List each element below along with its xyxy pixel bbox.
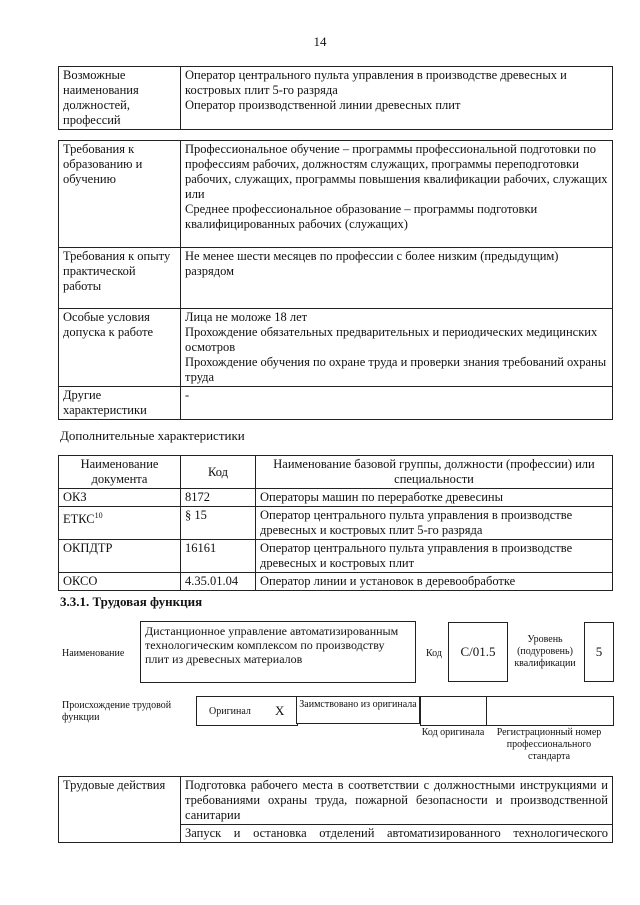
table-row xyxy=(59,507,613,540)
original-mark: X xyxy=(275,703,285,718)
name-cell: Оператор центрального пульта управления в производстве древесных и костровых плит xyxy=(256,540,613,573)
requirement-values xyxy=(181,141,613,248)
positions-table xyxy=(58,66,613,130)
code-cell: 4.35.01.04 xyxy=(181,573,256,591)
requirement-line: - xyxy=(185,388,190,402)
requirement-line: Среднее профессиональное образование – программы подготовки квалифицированных рабочих (служащих) xyxy=(185,202,538,231)
table-row xyxy=(59,387,613,420)
level-box: 5 xyxy=(584,622,614,682)
original-label: Оригинал xyxy=(209,706,251,717)
column-header-name: Наименование базовой группы, должности (профессии) или специальности xyxy=(256,456,613,489)
table-row xyxy=(59,573,613,591)
footnote-ref: 10 xyxy=(94,511,103,520)
requirement-label: Другие характеристики xyxy=(59,387,181,420)
requirement-line: Профессиональное обучение – программы профессиональной подготовки по профессиям рабочих, должностям служащих, программы переподготовки рабочих, служащих, программы повышения квалификации рабочих, служащих xyxy=(185,142,608,186)
actions-label: Трудовые действия xyxy=(59,777,181,843)
table-row xyxy=(59,309,613,387)
code-cell: § 15 xyxy=(181,507,256,540)
requirement-values xyxy=(181,248,613,309)
level-label: Уровень (подуровень) квалификации xyxy=(514,634,576,669)
positions-line: Оператор производственной линии древесных плит xyxy=(185,98,461,112)
borrowed-cell: Заимствовано из оригинала xyxy=(296,696,420,724)
table-row xyxy=(59,141,613,248)
column-header-code: Код xyxy=(181,456,256,489)
positions-label: Возможные наименования должностей, профессий xyxy=(59,67,181,130)
requirement-line: или xyxy=(185,187,205,201)
code-cell: 16161 xyxy=(181,540,256,573)
requirement-label: Требования к образованию и обучению xyxy=(59,141,181,248)
table-row xyxy=(59,489,613,507)
requirement-label: Особые условия допуска к работе xyxy=(59,309,181,387)
function-name-box: Дистанционное управление автоматизированным технологическим комплексом по производству плит из древесных материалов xyxy=(140,621,416,683)
doc-cell: ОКПДТР xyxy=(59,540,181,573)
requirement-label: Требования к опыту практической работы xyxy=(59,248,181,309)
action-line: Подготовка рабочего места в соответствии с должностными инструкциями и требованиями охраны труда, пожарной безопасности и производственной санитарии xyxy=(181,777,613,825)
requirement-line: Прохождение обучения по охране труда и проверки знания требований охраны труда xyxy=(185,355,607,384)
doc-cell: ОКЗ xyxy=(59,489,181,507)
positions-line: Оператор центрального пульта управления в производстве древесных и костровых плит 5-го разряда xyxy=(185,68,567,97)
page-number: 14 xyxy=(313,34,327,49)
doc-cell: ЕТКС$^{10}$ xyxy=(59,507,181,540)
function-heading: 3.3.1. Трудовая функция xyxy=(60,594,203,609)
additional-title: Дополнительные характеристики xyxy=(60,428,245,443)
requirement-line: Не менее шести месяцев по профессии с более низким (предыдущим) разрядом xyxy=(185,249,559,278)
name-cell: Операторы машин по переработке древесины xyxy=(256,489,613,507)
requirement-line: Прохождение обязательных предварительных и периодических медицинских осмотров xyxy=(185,325,598,354)
action-line: Запуск и остановка отделений автоматизированного технологического xyxy=(181,825,613,843)
code-original-cell xyxy=(420,696,488,726)
table-header-row xyxy=(59,456,613,489)
table-row xyxy=(59,248,613,309)
name-label: Наименование xyxy=(62,648,125,659)
name-cell: Оператор центрального пульта управления в производстве древесных и костровых плит 5-го разряда xyxy=(256,507,613,540)
requirement-line: Лица не моложе 18 лет xyxy=(185,310,308,324)
requirements-table xyxy=(58,140,613,420)
doc-cell: ОКСО xyxy=(59,573,181,591)
reg-number-cell xyxy=(486,696,614,726)
actions-table xyxy=(58,776,613,843)
function-code-box: С/01.5 xyxy=(448,622,508,682)
reg-number-label: Регистрационный номер профессионального стандарта xyxy=(496,727,602,762)
name-cell: Оператор линии и установок в деревообработке xyxy=(256,573,613,591)
original-cell xyxy=(196,696,298,726)
positions-values xyxy=(181,67,613,130)
origin-label: Происхождение трудовой функции xyxy=(62,700,172,723)
column-header-doc: Наименование документа xyxy=(59,456,181,489)
additional-table xyxy=(58,455,613,591)
table-row xyxy=(59,777,613,825)
code-cell: 8172 xyxy=(181,489,256,507)
table-row xyxy=(59,540,613,573)
table-row xyxy=(59,67,613,130)
requirement-values xyxy=(181,387,613,420)
requirement-values xyxy=(181,309,613,387)
code-original-label: Код оригинала xyxy=(421,727,485,738)
code-label: Код xyxy=(426,648,442,659)
